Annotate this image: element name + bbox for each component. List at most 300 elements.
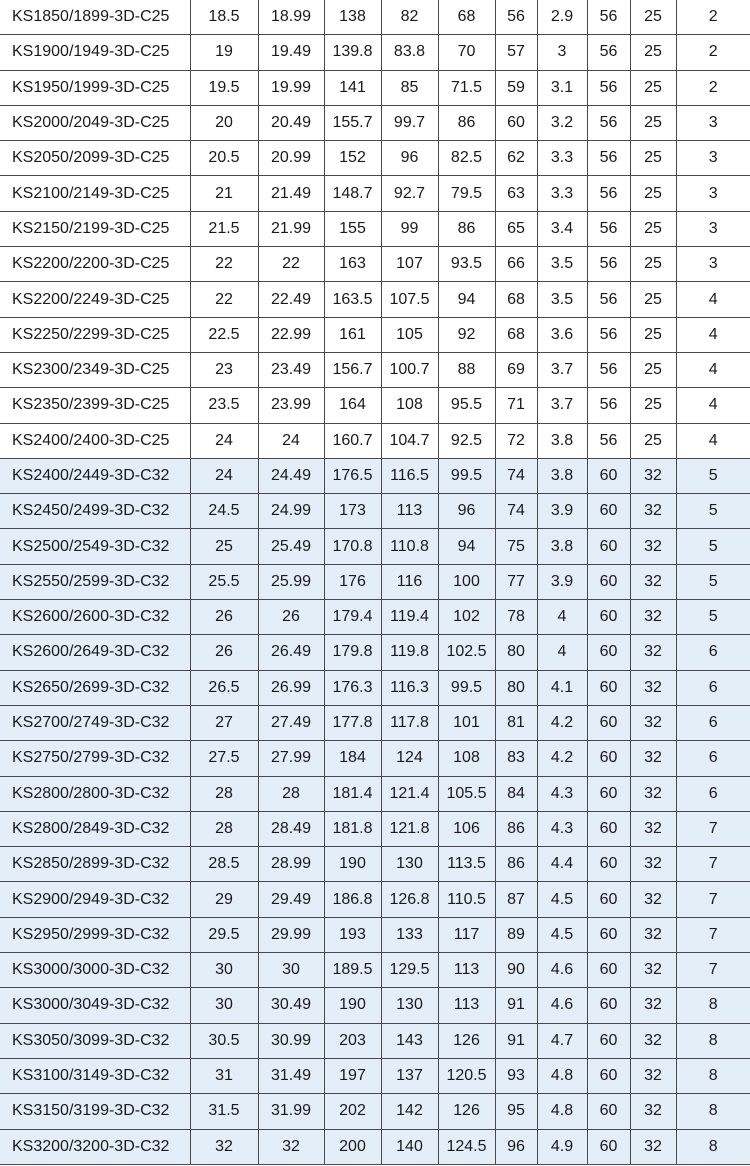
value-cell: 121.8 bbox=[381, 811, 438, 846]
value-cell: 32 bbox=[630, 529, 676, 564]
value-cell: 177.8 bbox=[324, 705, 381, 740]
value-cell: 163 bbox=[324, 247, 381, 282]
value-cell: 60 bbox=[587, 811, 630, 846]
value-cell: 21.49 bbox=[258, 176, 324, 211]
value-cell: 72 bbox=[495, 423, 537, 458]
value-cell: 75 bbox=[495, 529, 537, 564]
value-cell: 25 bbox=[630, 423, 676, 458]
table-row bbox=[0, 423, 750, 458]
model-cell: KS2150/2199-3D-C25 bbox=[0, 211, 190, 246]
value-cell: 68 bbox=[438, 0, 495, 35]
value-cell: 23 bbox=[190, 352, 258, 387]
table-row bbox=[0, 211, 750, 246]
value-cell: 4 bbox=[676, 352, 750, 387]
value-cell: 60 bbox=[587, 1129, 630, 1164]
value-cell: 173 bbox=[324, 494, 381, 529]
value-cell: 30.99 bbox=[258, 1023, 324, 1058]
value-cell: 5 bbox=[676, 529, 750, 564]
value-cell: 203 bbox=[324, 1023, 381, 1058]
value-cell: 4.8 bbox=[537, 1058, 587, 1093]
value-cell: 56 bbox=[587, 317, 630, 352]
value-cell: 56 bbox=[587, 176, 630, 211]
value-cell: 94 bbox=[438, 529, 495, 564]
value-cell: 113 bbox=[438, 953, 495, 988]
value-cell: 117 bbox=[438, 917, 495, 952]
value-cell: 25.99 bbox=[258, 564, 324, 599]
value-cell: 126.8 bbox=[381, 882, 438, 917]
model-cell: KS2100/2149-3D-C25 bbox=[0, 176, 190, 211]
value-cell: 22 bbox=[190, 247, 258, 282]
value-cell: 142 bbox=[381, 1094, 438, 1129]
table-row bbox=[0, 529, 750, 564]
model-cell: KS2850/2899-3D-C32 bbox=[0, 847, 190, 882]
model-cell: KS1900/1949-3D-C25 bbox=[0, 35, 190, 70]
model-cell: KS2650/2699-3D-C32 bbox=[0, 670, 190, 705]
value-cell: 3.3 bbox=[537, 141, 587, 176]
value-cell: 3 bbox=[676, 247, 750, 282]
value-cell: 74 bbox=[495, 494, 537, 529]
table-row bbox=[0, 458, 750, 493]
value-cell: 29.5 bbox=[190, 917, 258, 952]
model-cell: KS2400/2449-3D-C32 bbox=[0, 458, 190, 493]
table-row bbox=[0, 917, 750, 952]
value-cell: 56 bbox=[587, 423, 630, 458]
table-row bbox=[0, 176, 750, 211]
value-cell: 32 bbox=[630, 882, 676, 917]
value-cell: 96 bbox=[438, 494, 495, 529]
value-cell: 21.5 bbox=[190, 211, 258, 246]
value-cell: 126 bbox=[438, 1094, 495, 1129]
value-cell: 25 bbox=[630, 0, 676, 35]
value-cell: 27 bbox=[190, 705, 258, 740]
value-cell: 176.5 bbox=[324, 458, 381, 493]
value-cell: 133 bbox=[381, 917, 438, 952]
value-cell: 189.5 bbox=[324, 953, 381, 988]
model-cell: KS2450/2499-3D-C32 bbox=[0, 494, 190, 529]
value-cell: 106 bbox=[438, 811, 495, 846]
value-cell: 107 bbox=[381, 247, 438, 282]
value-cell: 60 bbox=[587, 882, 630, 917]
value-cell: 56 bbox=[587, 247, 630, 282]
value-cell: 56 bbox=[587, 105, 630, 140]
table-row bbox=[0, 1094, 750, 1129]
value-cell: 20 bbox=[190, 105, 258, 140]
value-cell: 186.8 bbox=[324, 882, 381, 917]
value-cell: 23.5 bbox=[190, 388, 258, 423]
value-cell: 6 bbox=[676, 635, 750, 670]
model-cell: KS1950/1999-3D-C25 bbox=[0, 70, 190, 105]
value-cell: 25 bbox=[630, 35, 676, 70]
value-cell: 25 bbox=[630, 176, 676, 211]
value-cell: 5 bbox=[676, 600, 750, 635]
value-cell: 84 bbox=[495, 776, 537, 811]
model-cell: KS3100/3149-3D-C32 bbox=[0, 1058, 190, 1093]
value-cell: 2 bbox=[676, 0, 750, 35]
value-cell: 32 bbox=[630, 1023, 676, 1058]
value-cell: 82 bbox=[381, 0, 438, 35]
value-cell: 29.49 bbox=[258, 882, 324, 917]
value-cell: 87 bbox=[495, 882, 537, 917]
value-cell: 31 bbox=[190, 1058, 258, 1093]
value-cell: 24 bbox=[190, 423, 258, 458]
table-row bbox=[0, 670, 750, 705]
value-cell: 119.8 bbox=[381, 635, 438, 670]
model-cell: KS2550/2599-3D-C32 bbox=[0, 564, 190, 599]
value-cell: 113.5 bbox=[438, 847, 495, 882]
value-cell: 85 bbox=[381, 70, 438, 105]
value-cell: 71.5 bbox=[438, 70, 495, 105]
value-cell: 193 bbox=[324, 917, 381, 952]
value-cell: 4.3 bbox=[537, 776, 587, 811]
value-cell: 2 bbox=[676, 70, 750, 105]
model-cell: KS2000/2049-3D-C25 bbox=[0, 105, 190, 140]
table-row bbox=[0, 105, 750, 140]
value-cell: 179.8 bbox=[324, 635, 381, 670]
value-cell: 7 bbox=[676, 917, 750, 952]
value-cell: 32 bbox=[630, 705, 676, 740]
value-cell: 3 bbox=[676, 141, 750, 176]
table-row bbox=[0, 600, 750, 635]
value-cell: 5 bbox=[676, 494, 750, 529]
value-cell: 32 bbox=[630, 953, 676, 988]
value-cell: 23.49 bbox=[258, 352, 324, 387]
value-cell: 3.9 bbox=[537, 564, 587, 599]
value-cell: 86 bbox=[438, 211, 495, 246]
value-cell: 25 bbox=[630, 70, 676, 105]
table-row bbox=[0, 1129, 750, 1164]
value-cell: 93.5 bbox=[438, 247, 495, 282]
value-cell: 190 bbox=[324, 988, 381, 1023]
value-cell: 32 bbox=[630, 776, 676, 811]
value-cell: 25 bbox=[190, 529, 258, 564]
value-cell: 25 bbox=[630, 352, 676, 387]
value-cell: 3 bbox=[676, 211, 750, 246]
value-cell: 129.5 bbox=[381, 953, 438, 988]
value-cell: 155 bbox=[324, 211, 381, 246]
model-cell: KS3200/3200-3D-C32 bbox=[0, 1129, 190, 1164]
value-cell: 176.3 bbox=[324, 670, 381, 705]
value-cell: 32 bbox=[630, 1094, 676, 1129]
value-cell: 4 bbox=[676, 282, 750, 317]
value-cell: 78 bbox=[495, 600, 537, 635]
value-cell: 31.5 bbox=[190, 1094, 258, 1129]
value-cell: 25 bbox=[630, 211, 676, 246]
value-cell: 65 bbox=[495, 211, 537, 246]
value-cell: 60 bbox=[587, 494, 630, 529]
value-cell: 92.7 bbox=[381, 176, 438, 211]
value-cell: 3 bbox=[676, 105, 750, 140]
value-cell: 60 bbox=[587, 529, 630, 564]
value-cell: 26.99 bbox=[258, 670, 324, 705]
value-cell: 3 bbox=[537, 35, 587, 70]
table-row bbox=[0, 953, 750, 988]
value-cell: 56 bbox=[587, 141, 630, 176]
value-cell: 120.5 bbox=[438, 1058, 495, 1093]
value-cell: 56 bbox=[587, 35, 630, 70]
value-cell: 126 bbox=[438, 1023, 495, 1058]
value-cell: 105 bbox=[381, 317, 438, 352]
value-cell: 26.5 bbox=[190, 670, 258, 705]
value-cell: 96 bbox=[495, 1129, 537, 1164]
value-cell: 32 bbox=[630, 564, 676, 599]
value-cell: 26 bbox=[190, 600, 258, 635]
model-cell: KS3150/3199-3D-C32 bbox=[0, 1094, 190, 1129]
value-cell: 86 bbox=[495, 847, 537, 882]
model-cell: KS2800/2849-3D-C32 bbox=[0, 811, 190, 846]
value-cell: 96 bbox=[381, 141, 438, 176]
value-cell: 32 bbox=[630, 600, 676, 635]
value-cell: 4.2 bbox=[537, 705, 587, 740]
model-cell: KS2800/2800-3D-C32 bbox=[0, 776, 190, 811]
value-cell: 99 bbox=[381, 211, 438, 246]
value-cell: 8 bbox=[676, 988, 750, 1023]
value-cell: 32 bbox=[630, 741, 676, 776]
table-row bbox=[0, 882, 750, 917]
value-cell: 27.49 bbox=[258, 705, 324, 740]
model-cell: KS1850/1899-3D-C25 bbox=[0, 0, 190, 35]
value-cell: 95 bbox=[495, 1094, 537, 1129]
value-cell: 29.99 bbox=[258, 917, 324, 952]
value-cell: 30.49 bbox=[258, 988, 324, 1023]
value-cell: 152 bbox=[324, 141, 381, 176]
value-cell: 7 bbox=[676, 847, 750, 882]
table-row bbox=[0, 811, 750, 846]
value-cell: 102.5 bbox=[438, 635, 495, 670]
value-cell: 32 bbox=[630, 458, 676, 493]
value-cell: 4.1 bbox=[537, 670, 587, 705]
value-cell: 3.5 bbox=[537, 282, 587, 317]
value-cell: 4 bbox=[676, 423, 750, 458]
value-cell: 68 bbox=[495, 317, 537, 352]
model-cell: KS2700/2749-3D-C32 bbox=[0, 705, 190, 740]
value-cell: 19 bbox=[190, 35, 258, 70]
model-cell: KS2500/2549-3D-C32 bbox=[0, 529, 190, 564]
value-cell: 20.49 bbox=[258, 105, 324, 140]
value-cell: 81 bbox=[495, 705, 537, 740]
value-cell: 60 bbox=[587, 458, 630, 493]
value-cell: 74 bbox=[495, 458, 537, 493]
value-cell: 163.5 bbox=[324, 282, 381, 317]
value-cell: 4 bbox=[676, 388, 750, 423]
value-cell: 6 bbox=[676, 741, 750, 776]
value-cell: 3.9 bbox=[537, 494, 587, 529]
value-cell: 22 bbox=[258, 247, 324, 282]
value-cell: 31.49 bbox=[258, 1058, 324, 1093]
value-cell: 5 bbox=[676, 564, 750, 599]
value-cell: 56 bbox=[587, 282, 630, 317]
value-cell: 18.99 bbox=[258, 0, 324, 35]
value-cell: 3 bbox=[676, 176, 750, 211]
value-cell: 2.9 bbox=[537, 0, 587, 35]
value-cell: 155.7 bbox=[324, 105, 381, 140]
value-cell: 141 bbox=[324, 70, 381, 105]
table-row bbox=[0, 70, 750, 105]
value-cell: 181.8 bbox=[324, 811, 381, 846]
table-row bbox=[0, 141, 750, 176]
value-cell: 66 bbox=[495, 247, 537, 282]
value-cell: 56 bbox=[587, 211, 630, 246]
value-cell: 92 bbox=[438, 317, 495, 352]
value-cell: 60 bbox=[587, 1023, 630, 1058]
value-cell: 3.1 bbox=[537, 70, 587, 105]
value-cell: 60 bbox=[587, 705, 630, 740]
value-cell: 26 bbox=[190, 635, 258, 670]
value-cell: 19.99 bbox=[258, 70, 324, 105]
value-cell: 202 bbox=[324, 1094, 381, 1129]
value-cell: 60 bbox=[495, 105, 537, 140]
value-cell: 28 bbox=[258, 776, 324, 811]
value-cell: 57 bbox=[495, 35, 537, 70]
value-cell: 60 bbox=[587, 670, 630, 705]
value-cell: 25 bbox=[630, 141, 676, 176]
value-cell: 100 bbox=[438, 564, 495, 599]
model-cell: KS3000/3000-3D-C32 bbox=[0, 953, 190, 988]
value-cell: 56 bbox=[587, 0, 630, 35]
value-cell: 25 bbox=[630, 105, 676, 140]
value-cell: 139.8 bbox=[324, 35, 381, 70]
value-cell: 110.8 bbox=[381, 529, 438, 564]
model-cell: KS2600/2649-3D-C32 bbox=[0, 635, 190, 670]
value-cell: 60 bbox=[587, 847, 630, 882]
value-cell: 8 bbox=[676, 1094, 750, 1129]
value-cell: 91 bbox=[495, 988, 537, 1023]
value-cell: 200 bbox=[324, 1129, 381, 1164]
value-cell: 138 bbox=[324, 0, 381, 35]
value-cell: 26 bbox=[258, 600, 324, 635]
value-cell: 119.4 bbox=[381, 600, 438, 635]
table-row bbox=[0, 0, 750, 35]
model-cell: KS2200/2249-3D-C25 bbox=[0, 282, 190, 317]
value-cell: 94 bbox=[438, 282, 495, 317]
value-cell: 80 bbox=[495, 635, 537, 670]
value-cell: 32 bbox=[258, 1129, 324, 1164]
table-row bbox=[0, 847, 750, 882]
value-cell: 99.7 bbox=[381, 105, 438, 140]
value-cell: 88 bbox=[438, 352, 495, 387]
value-cell: 99.5 bbox=[438, 458, 495, 493]
value-cell: 60 bbox=[587, 953, 630, 988]
value-cell: 124 bbox=[381, 741, 438, 776]
value-cell: 60 bbox=[587, 741, 630, 776]
value-cell: 5 bbox=[676, 458, 750, 493]
model-cell: KS2350/2399-3D-C25 bbox=[0, 388, 190, 423]
value-cell: 100.7 bbox=[381, 352, 438, 387]
value-cell: 24.5 bbox=[190, 494, 258, 529]
value-cell: 3.8 bbox=[537, 458, 587, 493]
value-cell: 22.99 bbox=[258, 317, 324, 352]
value-cell: 137 bbox=[381, 1058, 438, 1093]
table-row bbox=[0, 317, 750, 352]
value-cell: 25 bbox=[630, 247, 676, 282]
value-cell: 86 bbox=[438, 105, 495, 140]
value-cell: 20.99 bbox=[258, 141, 324, 176]
model-cell: KS2050/2099-3D-C25 bbox=[0, 141, 190, 176]
value-cell: 181.4 bbox=[324, 776, 381, 811]
value-cell: 32 bbox=[630, 988, 676, 1023]
value-cell: 124.5 bbox=[438, 1129, 495, 1164]
value-cell: 60 bbox=[587, 988, 630, 1023]
value-cell: 24 bbox=[258, 423, 324, 458]
value-cell: 82.5 bbox=[438, 141, 495, 176]
value-cell: 164 bbox=[324, 388, 381, 423]
value-cell: 28.99 bbox=[258, 847, 324, 882]
value-cell: 93 bbox=[495, 1058, 537, 1093]
value-cell: 108 bbox=[438, 741, 495, 776]
value-cell: 70 bbox=[438, 35, 495, 70]
value-cell: 3.3 bbox=[537, 176, 587, 211]
model-cell: KS2950/2999-3D-C32 bbox=[0, 917, 190, 952]
value-cell: 6 bbox=[676, 705, 750, 740]
value-cell: 148.7 bbox=[324, 176, 381, 211]
value-cell: 32 bbox=[630, 494, 676, 529]
value-cell: 116.3 bbox=[381, 670, 438, 705]
value-cell: 197 bbox=[324, 1058, 381, 1093]
value-cell: 3.8 bbox=[537, 529, 587, 564]
model-cell: KS2600/2600-3D-C32 bbox=[0, 600, 190, 635]
table-row bbox=[0, 635, 750, 670]
model-cell: KS3000/3049-3D-C32 bbox=[0, 988, 190, 1023]
value-cell: 30.5 bbox=[190, 1023, 258, 1058]
value-cell: 3.7 bbox=[537, 388, 587, 423]
value-cell: 25 bbox=[630, 282, 676, 317]
value-cell: 110.5 bbox=[438, 882, 495, 917]
value-cell: 4.3 bbox=[537, 811, 587, 846]
table-row bbox=[0, 494, 750, 529]
value-cell: 4.9 bbox=[537, 1129, 587, 1164]
value-cell: 22.5 bbox=[190, 317, 258, 352]
value-cell: 19.5 bbox=[190, 70, 258, 105]
value-cell: 30 bbox=[258, 953, 324, 988]
value-cell: 32 bbox=[630, 811, 676, 846]
value-cell: 160.7 bbox=[324, 423, 381, 458]
value-cell: 4 bbox=[537, 635, 587, 670]
value-cell: 32 bbox=[630, 1129, 676, 1164]
value-cell: 107.5 bbox=[381, 282, 438, 317]
value-cell: 3.7 bbox=[537, 352, 587, 387]
value-cell: 68 bbox=[495, 282, 537, 317]
value-cell: 3.2 bbox=[537, 105, 587, 140]
value-cell: 7 bbox=[676, 811, 750, 846]
value-cell: 95.5 bbox=[438, 388, 495, 423]
value-cell: 190 bbox=[324, 847, 381, 882]
value-cell: 7 bbox=[676, 953, 750, 988]
value-cell: 69 bbox=[495, 352, 537, 387]
value-cell: 6 bbox=[676, 776, 750, 811]
value-cell: 18.5 bbox=[190, 0, 258, 35]
value-cell: 4.6 bbox=[537, 988, 587, 1023]
value-cell: 25 bbox=[630, 317, 676, 352]
value-cell: 28.49 bbox=[258, 811, 324, 846]
value-cell: 4.8 bbox=[537, 1094, 587, 1129]
model-cell: KS2400/2400-3D-C25 bbox=[0, 423, 190, 458]
value-cell: 56 bbox=[495, 0, 537, 35]
table-row bbox=[0, 1023, 750, 1058]
value-cell: 77 bbox=[495, 564, 537, 599]
model-cell: KS2300/2349-3D-C25 bbox=[0, 352, 190, 387]
value-cell: 27.99 bbox=[258, 741, 324, 776]
table-row bbox=[0, 247, 750, 282]
value-cell: 4.5 bbox=[537, 917, 587, 952]
value-cell: 20.5 bbox=[190, 141, 258, 176]
value-cell: 8 bbox=[676, 1023, 750, 1058]
value-cell: 32 bbox=[630, 847, 676, 882]
value-cell: 2 bbox=[676, 35, 750, 70]
value-cell: 108 bbox=[381, 388, 438, 423]
value-cell: 179.4 bbox=[324, 600, 381, 635]
value-cell: 56 bbox=[587, 352, 630, 387]
value-cell: 24.99 bbox=[258, 494, 324, 529]
value-cell: 21.99 bbox=[258, 211, 324, 246]
